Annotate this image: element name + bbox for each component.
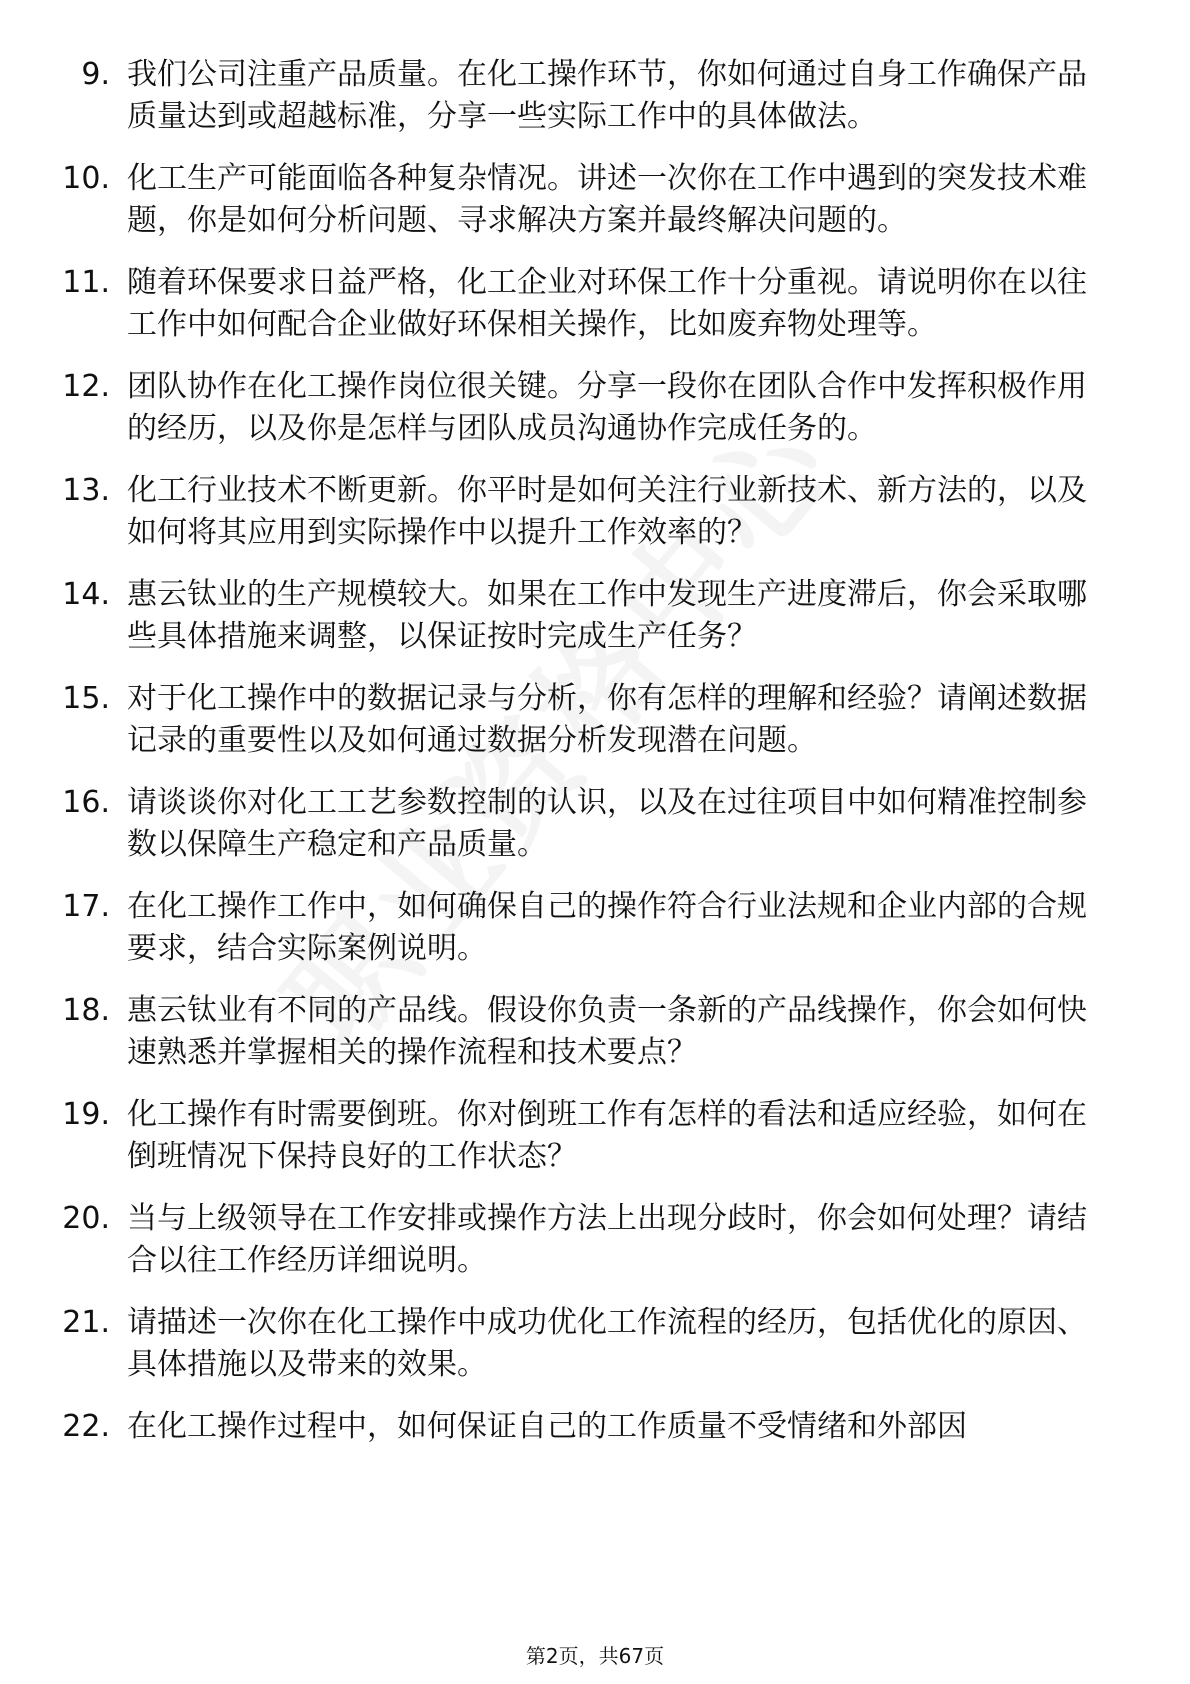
question-text: 我们公司注重产品质量。在化工操作环节，你如何通过自身工作确保产品质量达到或超越标准，分享一些实际工作中的具体做法。	[127, 57, 1087, 134]
question-item-22	[0, 1406, 1190, 1448]
question-number: 15.	[62, 681, 110, 716]
question-number: 18.	[62, 993, 110, 1028]
question-item-11	[0, 262, 1190, 346]
question-item-19	[0, 1094, 1190, 1178]
question-text: 化工行业技术不断更新。你平时是如何关注行业新技术、新方法的，以及如何将其应用到实际操作中以提升工作效率的？	[127, 473, 1087, 550]
question-number: 19.	[62, 1097, 110, 1132]
question-text: 化工生产可能面临各种复杂情况。讲述一次你在工作中遇到的突发技术难题，你是如何分析问题、寻求解决方案并最终解决问题的。	[127, 161, 1087, 238]
question-list	[0, 54, 1190, 1468]
question-number: 16.	[62, 785, 110, 820]
question-text: 团队协作在化工操作岗位很关键。分享一段你在团队合作中发挥积极作用的经历，以及你是怎样与团队成员沟通协作完成任务的。	[127, 369, 1087, 446]
question-text: 在化工操作过程中，如何保证自己的工作质量不受情绪和外部因	[127, 1409, 967, 1444]
question-number: 11.	[62, 265, 110, 300]
question-text: 对于化工操作中的数据记录与分析，你有怎样的理解和经验？请阐述数据记录的重要性以及如何通过数据分析发现潜在问题。	[127, 681, 1087, 758]
question-item-20	[0, 1198, 1190, 1282]
question-item-21	[0, 1302, 1190, 1386]
question-text: 化工操作有时需要倒班。你对倒班工作有怎样的看法和适应经验，如何在倒班情况下保持良好的工作状态？	[127, 1097, 1087, 1174]
question-number: 22.	[62, 1409, 110, 1444]
question-item-12	[0, 366, 1190, 450]
question-number: 20.	[62, 1201, 110, 1236]
question-number: 14.	[62, 577, 110, 612]
question-number: 10.	[62, 161, 110, 196]
page-footer: 第2页，共67页	[525, 1644, 665, 1668]
question-text: 惠云钛业的生产规模较大。如果在工作中发现生产进度滞后，你会采取哪些具体措施来调整，以保证按时完成生产任务？	[127, 577, 1087, 654]
question-number: 12.	[62, 369, 110, 404]
question-item-18	[0, 990, 1190, 1074]
question-text: 请谈谈你对化工工艺参数控制的认识，以及在过往项目中如何精准控制参数以保障生产稳定和产品质量。	[127, 785, 1087, 862]
question-number: 17.	[62, 889, 110, 924]
question-number: 21.	[62, 1305, 110, 1340]
question-text: 随着环保要求日益严格，化工企业对环保工作十分重视。请说明你在以往工作中如何配合企业做好环保相关操作，比如废弃物处理等。	[127, 265, 1087, 342]
question-item-14	[0, 574, 1190, 658]
question-text: 在化工操作工作中，如何确保自己的操作符合行业法规和企业内部的合规要求，结合实际案例说明。	[127, 889, 1087, 966]
question-text: 当与上级领导在工作安排或操作方法上出现分歧时，你会如何处理？请结合以往工作经历详细说明。	[127, 1201, 1087, 1278]
question-number: 9.	[81, 57, 110, 92]
question-item-10	[0, 158, 1190, 242]
question-item-13	[0, 470, 1190, 554]
question-item-17	[0, 886, 1190, 970]
question-item-16	[0, 782, 1190, 866]
question-item-9	[0, 54, 1190, 138]
question-text: 请描述一次你在化工操作中成功优化工作流程的经历，包括优化的原因、具体措施以及带来的效果。	[127, 1305, 1087, 1382]
question-text: 惠云钛业有不同的产品线。假设你负责一条新的产品线操作，你会如何快速熟悉并掌握相关的操作流程和技术要点？	[127, 993, 1087, 1070]
question-item-15	[0, 678, 1190, 762]
question-number: 13.	[62, 473, 110, 508]
